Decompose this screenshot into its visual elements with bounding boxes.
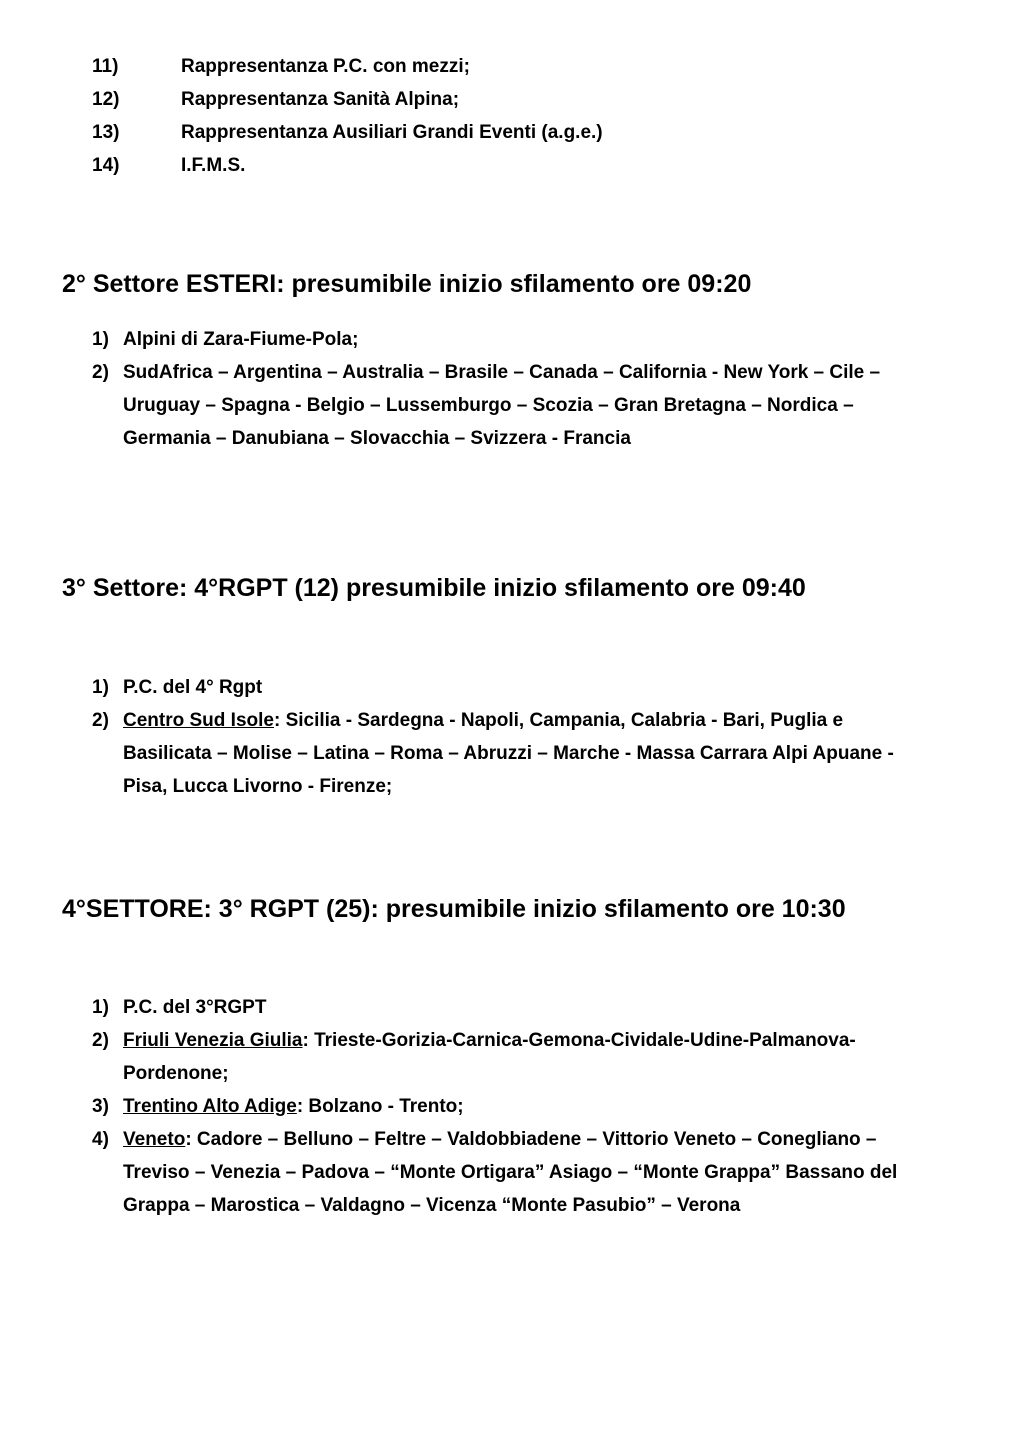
list-number: 4)	[92, 1129, 109, 1150]
list-text-body: P.C. del 4° Rgpt	[123, 677, 263, 698]
list-item	[92, 704, 922, 803]
list-number: 2)	[92, 710, 109, 731]
list-item	[92, 50, 603, 83]
section-heading-settore-3: 3° Settore: 4°RGPT (12) presumibile inizio sfilamento ore 09:40	[62, 574, 806, 602]
list-item	[92, 1123, 922, 1222]
list-item	[92, 116, 603, 149]
list-text	[123, 1090, 922, 1123]
list-number: 1)	[92, 677, 109, 698]
list-text	[123, 356, 922, 455]
list-item	[92, 356, 922, 455]
list-text	[123, 704, 922, 803]
region-name: Centro Sud Isole	[123, 710, 274, 731]
list-text-body: Alpini di Zara-Fiume-Pola;	[123, 329, 359, 350]
list-text: Rappresentanza Ausiliari Grandi Eventi (a.g.e.)	[181, 122, 603, 143]
list-text: Rappresentanza Sanità Alpina;	[181, 89, 460, 110]
list-item	[92, 1024, 922, 1090]
list-text	[123, 991, 922, 1024]
list-text-body: : Bolzano - Trento;	[296, 1096, 464, 1117]
section-list-settore-3	[92, 671, 922, 803]
list-text	[123, 323, 922, 356]
list-text	[123, 1123, 922, 1222]
list-text-body: : Sicilia - Sardegna - Napoli, Campania, Calabria - Bari, Puglia e Basilicata – Molise – Latina – Roma – Abruzzi – Marche - Massa Carrara Alpi Apuane - Pisa, Lucca Livorno - Firenze;	[123, 710, 894, 797]
list-item	[92, 671, 922, 704]
list-text-body: : Cadore – Belluno – Feltre – Valdobbiadene – Vittorio Veneto – Conegliano – Treviso – Venezia – Padova – “Monte Ortigara” Asiago – “Monte Grappa” Bassano del Grappa – Marostica – Valdagno – Vicenza “Monte Pasubio” – Verona	[123, 1129, 898, 1216]
list-text-body: P.C. del 3°RGPT	[123, 997, 267, 1018]
list-number: 13)	[92, 122, 120, 143]
list-text	[123, 671, 922, 704]
section-heading-settore-4: 4°SETTORE: 3° RGPT (25): presumibile inizio sfilamento ore 10:30	[62, 895, 846, 923]
section-heading-settore-2: 2° Settore ESTERI: presumibile inizio sfilamento ore 09:20	[62, 270, 752, 298]
list-text	[123, 1024, 922, 1090]
list-item	[92, 323, 922, 356]
list-text-body: : Trieste-Gorizia-Carnica-Gemona-Cividale-Udine-Palmanova-Pordenone;	[123, 1030, 856, 1084]
list-number: 12)	[92, 89, 120, 110]
section-list-settore-4	[92, 991, 922, 1222]
list-item	[92, 991, 922, 1024]
list-number: 1)	[92, 997, 109, 1018]
list-text-body: SudAfrica – Argentina – Australia – Brasile – Canada – California - New York – Cile – Uruguay – Spagna - Belgio – Lussemburgo – Scozia – Gran Bretagna – Nordica – Germania – Danubiana – Slovacchia – Svizzera - Francia	[123, 362, 881, 449]
list-text: Rappresentanza P.C. con mezzi;	[181, 56, 470, 77]
list-item	[92, 1090, 922, 1123]
list-number: 14)	[92, 155, 120, 176]
continued-list	[92, 50, 603, 182]
list-number: 2)	[92, 1030, 109, 1051]
region-name: Veneto	[123, 1129, 186, 1150]
list-number: 2)	[92, 362, 109, 383]
list-item	[92, 83, 603, 116]
section-list-settore-2	[92, 323, 922, 455]
list-text: I.F.M.S.	[181, 155, 246, 176]
region-name: Trentino Alto Adige	[123, 1096, 297, 1117]
list-item	[92, 149, 603, 182]
list-number: 11)	[92, 56, 119, 77]
region-name: Friuli Venezia Giulia	[123, 1030, 303, 1051]
list-number: 1)	[92, 329, 109, 350]
list-number: 3)	[92, 1096, 109, 1117]
